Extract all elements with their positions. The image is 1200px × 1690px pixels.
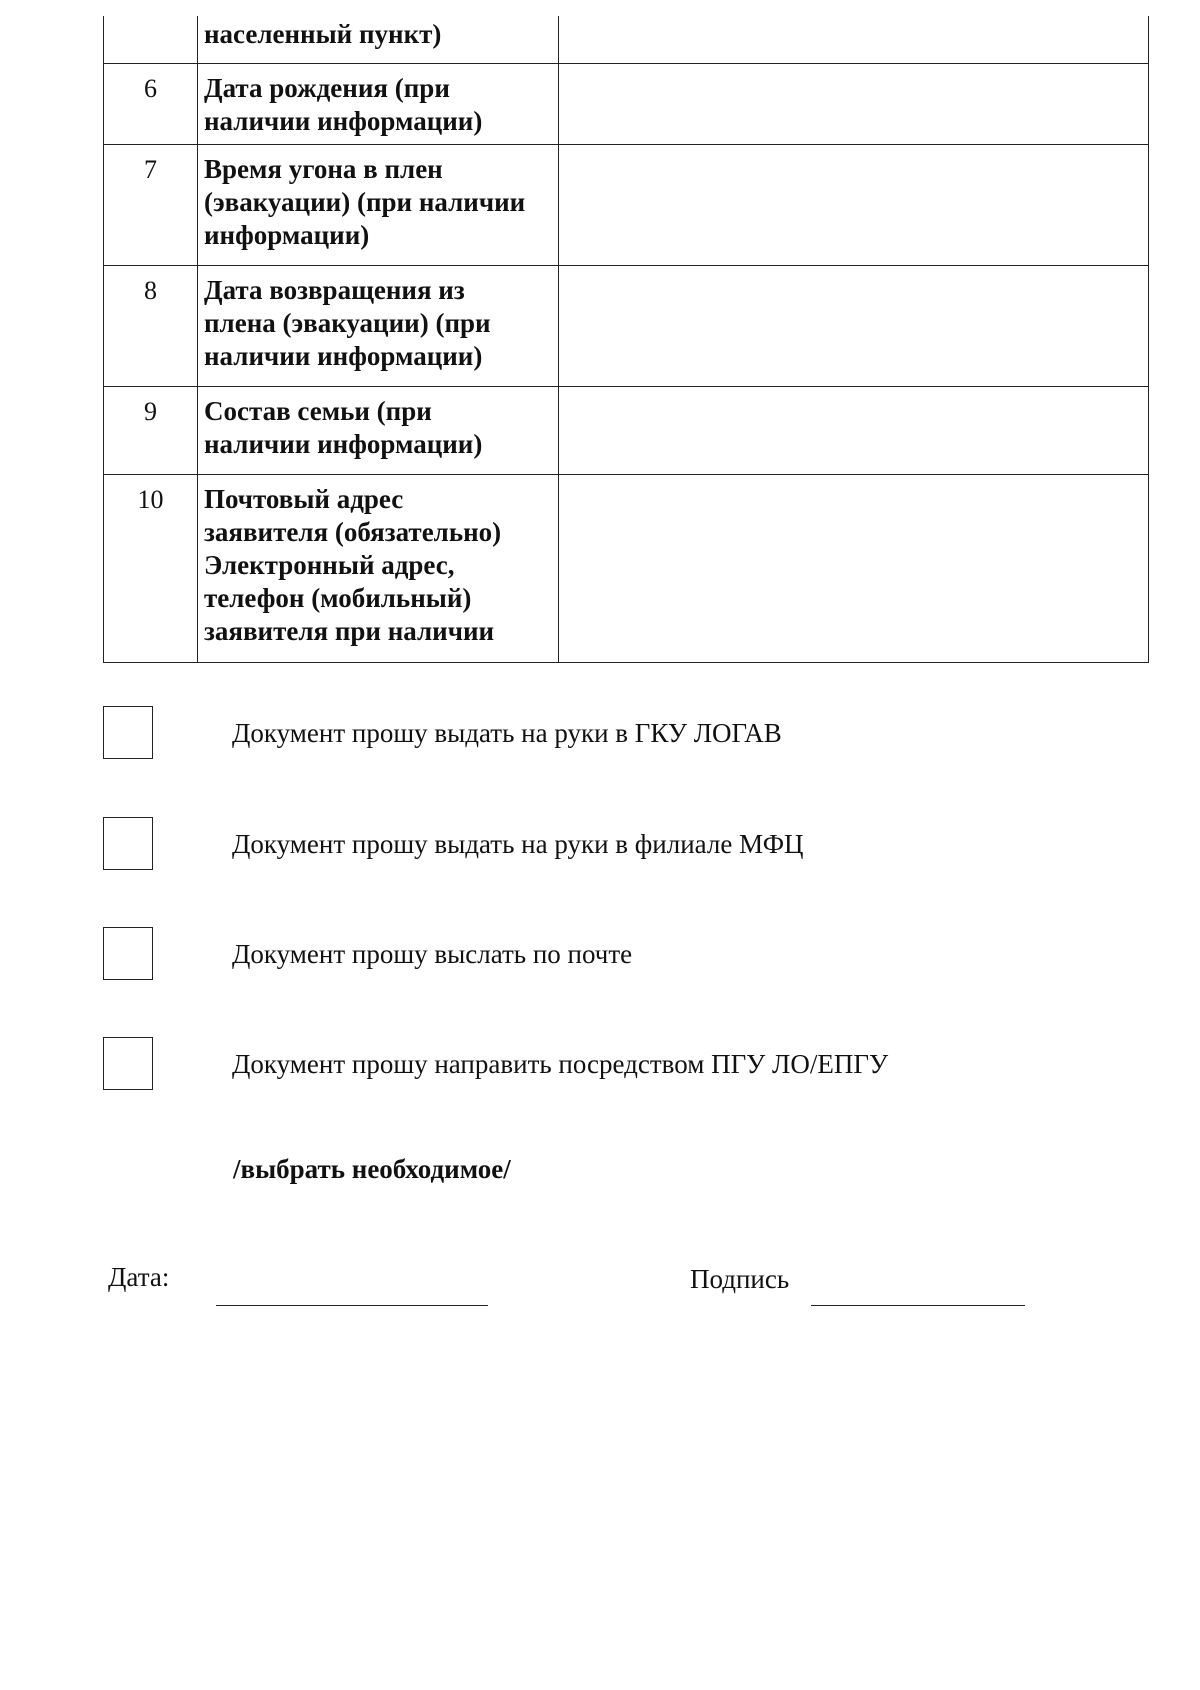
signature-field[interactable] — [811, 1305, 1025, 1306]
delivery-option-label: Документ прошу выдать на руки в ГКУ ЛОГАВ — [232, 718, 782, 748]
row-label — [198, 63, 559, 144]
row-label-line: населенный пункт) — [204, 19, 442, 49]
row-label-line: заявителя при наличии — [204, 615, 495, 646]
delivery-checkbox-logav[interactable] — [103, 706, 153, 759]
row-label-line: (эвакуации) (при наличии — [204, 186, 526, 217]
delivery-option-pgu — [103, 1037, 1103, 1093]
row-label — [198, 265, 559, 386]
signature-label: Подпись — [690, 1264, 790, 1294]
table-row — [104, 265, 1149, 386]
row-label-line: наличии информации) — [204, 340, 483, 371]
row-label-line: наличии информации) — [204, 428, 483, 459]
table-row — [104, 386, 1149, 474]
row-label — [198, 16, 559, 63]
row-value-field[interactable] — [559, 386, 1149, 474]
row-value-field[interactable] — [559, 474, 1149, 662]
delivery-checkbox-post[interactable] — [103, 927, 153, 980]
row-number: 10 — [104, 474, 198, 662]
row-label-line: информации) — [204, 219, 370, 250]
row-label-line: плена (эвакуации) (при — [204, 307, 491, 338]
row-value-field[interactable] — [559, 144, 1149, 265]
table-row — [104, 144, 1149, 265]
row-number: 7 — [104, 144, 198, 265]
row-number — [104, 16, 198, 63]
delivery-option-label: Документ прошу выдать на руки в филиале МФЦ — [232, 829, 804, 859]
row-number: 9 — [104, 386, 198, 474]
row-number: 8 — [104, 265, 198, 386]
delivery-option-mfc — [103, 817, 1103, 873]
row-label — [198, 474, 559, 662]
row-label-line: Почтовый адрес — [204, 483, 404, 514]
row-value-field[interactable] — [559, 265, 1149, 386]
row-value-field[interactable] — [559, 16, 1149, 63]
delivery-checkbox-pgu[interactable] — [103, 1037, 153, 1090]
row-label — [198, 144, 559, 265]
row-label-line: заявителя (обязательно) — [204, 516, 502, 547]
row-label-line: Электронный адрес, — [204, 549, 455, 580]
row-label-line: Состав семьи (при — [204, 395, 432, 426]
select-instruction: /выбрать необходимое/ — [233, 1154, 511, 1184]
row-label-line: Дата возвращения из — [204, 274, 465, 305]
delivery-option-label: Документ прошу направить посредством ПГУ ЛО/ЕПГУ — [232, 1049, 889, 1079]
delivery-option-post — [103, 927, 1103, 983]
table-row — [104, 16, 1149, 63]
delivery-checkbox-mfc[interactable] — [103, 817, 153, 870]
delivery-option-label: Документ прошу выслать по почте — [232, 939, 633, 969]
date-field[interactable] — [216, 1305, 488, 1306]
row-label-line: телефон (мобильный) — [204, 582, 472, 613]
application-form-table — [103, 16, 1149, 663]
table-row — [104, 63, 1149, 144]
row-label — [198, 386, 559, 474]
table-row — [104, 474, 1149, 662]
row-label-line: Дата рождения (при — [204, 72, 450, 103]
row-label-line: Время угона в плен — [204, 153, 443, 184]
row-label-line: наличии информации) — [204, 105, 483, 136]
row-number: 6 — [104, 63, 198, 144]
delivery-option-logav — [103, 706, 1103, 762]
row-value-field[interactable] — [559, 63, 1149, 144]
date-label: Дата: — [108, 1262, 170, 1292]
